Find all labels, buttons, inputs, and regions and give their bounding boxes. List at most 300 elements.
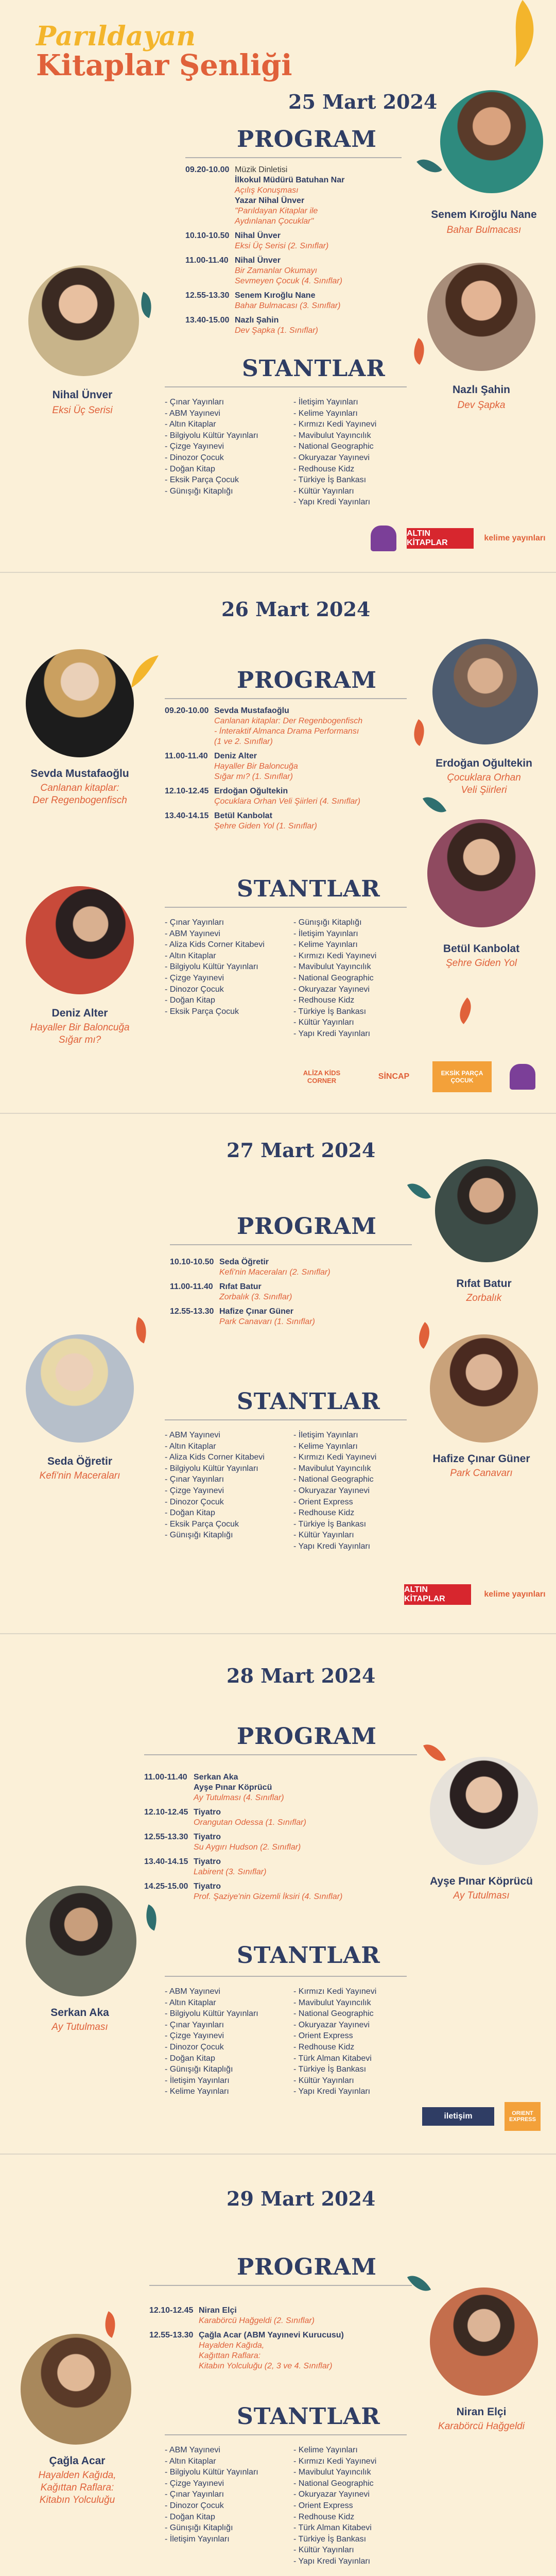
- publisher-item: - Doğan Kitap: [165, 464, 288, 475]
- program-time: 12.55-13.30: [185, 291, 230, 300]
- publisher-item: - Eksik Parça Çocuk: [165, 1006, 291, 1018]
- program-time: 12.10-12.45: [144, 1808, 188, 1817]
- speaker-book-cagla-3: Kitabın Yolculuğu: [39, 2495, 115, 2505]
- program-item: [144, 1857, 417, 1877]
- program-event-detail: Canlanan kitaplar: Der Regenbogenfisch: [214, 717, 363, 725]
- program-event-title: Tiyatro: [194, 1882, 221, 1891]
- program-time: 13.40-14.15: [144, 1857, 188, 1866]
- publisher-item: - Çizge Yayınevi: [165, 1485, 291, 1497]
- speaker-book-cagla-2: Kağıttan Raflara:: [40, 2482, 114, 2493]
- publisher-item: - ABM Yayınevi: [165, 1986, 291, 1997]
- speaker-photo-niran: [430, 2287, 538, 2396]
- speaker-book-erdogan: Çocuklara Orhan: [447, 772, 521, 783]
- day3-stands-divider: [165, 1419, 407, 1420]
- day2-program-divider: [165, 698, 407, 699]
- publisher-item: - ABM Yayınevi: [165, 1430, 291, 1441]
- program-item: [185, 291, 402, 311]
- program-event-title: Tiyatro: [194, 1833, 221, 1841]
- program-item: [144, 1772, 417, 1803]
- speaker-photo-seda: [26, 1334, 134, 1443]
- speaker-book-erdogan-2: Veli Şiirleri: [461, 785, 507, 795]
- leaf-decoration: [416, 152, 442, 179]
- publisher-item: - Doğan Kitap: [165, 995, 291, 1006]
- publisher-item: - Kelime Yayınları: [293, 408, 412, 419]
- program-event-detail: - İnteraktif Almanca Drama Performansı: [214, 727, 359, 736]
- speaker-name-cagla: Çağla Acar: [49, 2455, 106, 2467]
- day3-stands-right: [293, 1430, 412, 1552]
- day5-stands-left: [165, 2445, 291, 2545]
- publisher-item: - Türkiye İş Bankası: [293, 1006, 412, 1018]
- speaker-book-seda: Kefi'nin Maceraları: [39, 1470, 120, 1481]
- day3-logo-altin: ALTIN KİTAPLAR: [404, 1584, 471, 1605]
- publisher-item: - Doğan Kitap: [165, 2053, 291, 2064]
- publisher-item: - Altın Kitaplar: [165, 1441, 291, 1452]
- speaker-name-erdogan: Erdoğan Oğultekin: [436, 757, 532, 769]
- speaker-book-sevda: Canlanan kitaplar:: [40, 783, 119, 793]
- publisher-item: - Redhouse Kidz: [293, 2512, 412, 2523]
- program-item: [185, 231, 402, 251]
- publisher-item: - National Geographic: [293, 2008, 412, 2020]
- program-time: 10.10-10.50: [170, 1258, 214, 1266]
- program-event-detail: Kefi'nin Maceraları (2. Sınıflar): [219, 1268, 331, 1277]
- speaker-name-nihal: Nihal Ünver: [52, 389, 113, 401]
- leaf-decoration: [130, 1317, 151, 1344]
- publisher-item: - Kırmızı Kedi Yayınevi: [293, 1452, 412, 1463]
- speaker-book-cagla: Hayalden Kağıda,: [38, 2470, 116, 2481]
- publisher-item: - Bilgiyolu Kültür Yayınları: [165, 2467, 291, 2478]
- leaf-decoration: [412, 1322, 437, 1349]
- speaker-book-nazli: Dev Şapka: [457, 400, 506, 411]
- publisher-item: - Kelime Yayınları: [293, 939, 412, 951]
- program-item: [144, 1807, 417, 1828]
- program-event-title: Betül Kanbolat: [214, 811, 272, 820]
- day2-date: 26 Mart 2024: [221, 598, 371, 621]
- program-time: 13.40-15.00: [185, 316, 230, 325]
- speaker-book-sevda-2: Der Regenbogenfisch: [32, 795, 127, 806]
- publisher-item: - İletişim Yayınları: [293, 397, 412, 408]
- program-item: [165, 706, 412, 747]
- speaker-name-serkan: Serkan Aka: [50, 2007, 109, 2019]
- publisher-item: - Aliza Kids Corner Kitabevi: [165, 1452, 291, 1463]
- publisher-item: - Yapı Kredi Yayınları: [293, 2086, 412, 2097]
- program-event-title: Senem Kıroğlu Nane: [235, 291, 316, 300]
- program-event-title: Ayşe Pınar Köprücü: [194, 1783, 272, 1792]
- speaker-book-betul: Şehre Giden Yol: [445, 958, 517, 969]
- publisher-item: - İletişim Yayınları: [293, 1430, 412, 1441]
- logo-line2: Kitaplar Şenliği: [36, 48, 292, 82]
- day3-date: 27 Mart 2024: [227, 1139, 376, 1162]
- publisher-item: - Çizge Yayınevi: [165, 2030, 291, 2042]
- program-event-detail: Bir Zamanlar Okumayı: [235, 266, 318, 275]
- leaf-decoration: [407, 338, 431, 365]
- leaf-decoration: [99, 2311, 121, 2338]
- leaf-decoration: [141, 1905, 162, 1931]
- program-event-detail: Orangutan Odessa (1. Sınıflar): [194, 1818, 306, 1827]
- program-item: [149, 2306, 417, 2326]
- day2-logo-sincap: SİNCAP: [378, 1072, 410, 1081]
- publisher-item: - İletişim Yayınları: [165, 2534, 291, 2545]
- program-event-title: Hafize Çınar Güner: [219, 1307, 294, 1316]
- publisher-item: - National Geographic: [293, 973, 412, 984]
- program-time: 12.10-12.45: [165, 787, 209, 795]
- publisher-item: - Günışığı Kitaplığı: [165, 2522, 291, 2534]
- program-item: [165, 811, 412, 832]
- speaker-name-hafize: Hafize Çınar Güner: [432, 1453, 530, 1465]
- publisher-item: - Mavibulut Yayıncılık: [293, 1997, 412, 2009]
- program-event-title: Sevda Mustafaoğlu: [214, 706, 289, 715]
- publisher-item: - Okuryazar Yayınevi: [293, 2020, 412, 2031]
- publisher-item: - Çınar Yayınları: [165, 397, 288, 408]
- day1-program-title: PROGRAM: [237, 126, 377, 152]
- leaf-decoration: [407, 1178, 431, 1205]
- publisher-item: - Kültür Yayınları: [293, 2075, 412, 2087]
- speaker-name-rifat: Rıfat Batur: [456, 1278, 512, 1290]
- speaker-photo-cagla: [21, 2334, 131, 2445]
- program-time: 09.20-10.00: [185, 165, 230, 174]
- speaker-book-deniz: Hayaller Bir Baloncuğa: [30, 1022, 130, 1033]
- day5-stands-title: STANTLAR: [237, 2403, 380, 2430]
- publisher-item: - Çizge Yayınevi: [165, 973, 291, 984]
- day3-stands-title: STANTLAR: [237, 1388, 380, 1415]
- program-event-detail: Sevmeyen Çocuk (4. Sınıflar): [235, 277, 342, 285]
- program-event-title: Deniz Alter: [214, 752, 257, 760]
- day4-date: 28 Mart 2024: [227, 1664, 376, 1687]
- day1-stands-divider: [165, 386, 407, 387]
- day2-logo-aliza: ALİZA KİDS CORNER: [303, 1069, 341, 1084]
- day2-logo-eksik: EKSİK PARÇA ÇOCUK: [432, 1061, 492, 1092]
- publisher-item: - Çınar Yayınları: [165, 917, 291, 928]
- publisher-item: - Türk Alman Kitabevi: [293, 2053, 412, 2064]
- day4-stands-divider: [165, 1976, 407, 1977]
- speaker-book-ayse: Ay Tutulması: [453, 1890, 510, 1901]
- publisher-item: - Redhouse Kidz: [293, 2042, 412, 2053]
- program-event-detail: Prof. Şaziye'nin Gizemli İksiri (4. Sınıflar): [194, 1892, 343, 1901]
- program-time: 12.55-13.30: [170, 1307, 214, 1316]
- program-event-detail: Kitabın Yolculuğu (2, 3 ve 4. Sınıflar): [199, 2362, 333, 2370]
- publisher-item: - Okuryazar Yayınevi: [293, 2489, 412, 2500]
- day4-program-list: [144, 1772, 417, 1906]
- section-divider: [0, 1633, 556, 1634]
- publisher-item: - Dinozor Çocuk: [165, 1497, 291, 1508]
- publisher-item: - Mavibulut Yayıncılık: [293, 1463, 412, 1475]
- festival-logo: [36, 23, 292, 82]
- publisher-item: - Redhouse Kidz: [293, 1507, 412, 1519]
- publisher-item: - National Geographic: [293, 441, 412, 452]
- program-event-title: Serkan Aka: [194, 1773, 238, 1782]
- publisher-item: - Doğan Kitap: [165, 2512, 291, 2523]
- day4-program-title: PROGRAM: [237, 1723, 377, 1750]
- publisher-item: - Mavibulut Yayıncılık: [293, 2467, 412, 2478]
- program-event-title: Nazlı Şahin: [235, 316, 279, 325]
- publisher-item: - Dinozor Çocuk: [165, 2500, 291, 2512]
- speaker-book-rifat: Zorbalık: [466, 1293, 502, 1303]
- program-event-detail: Aydınlanan Çocuklar": [235, 217, 314, 226]
- program-event-title: İlkokul Müdürü Batuhan Nar: [235, 176, 345, 184]
- day5-program-divider: [149, 2285, 412, 2286]
- program-event-detail: Hayalden Kağıda,: [199, 2341, 265, 2350]
- feather-decoration-icon: [129, 654, 160, 690]
- program-item: [170, 1257, 412, 1278]
- publisher-item: - Orient Express: [293, 2030, 412, 2042]
- day2-stands-divider: [165, 907, 407, 908]
- publisher-item: - Türk Alman Kitabevi: [293, 2522, 412, 2534]
- publisher-item: - Redhouse Kidz: [293, 995, 412, 1006]
- day4-stands-title: STANTLAR: [237, 1942, 380, 1969]
- speaker-name-niran: Niran Elçi: [456, 2406, 507, 2418]
- program-event-detail: Müzik Dinletisi: [235, 165, 288, 174]
- speaker-photo-deniz: [26, 886, 134, 994]
- program-item: [144, 1832, 417, 1853]
- speaker-name-sevda: Sevda Mustafaoğlu: [30, 768, 129, 779]
- day5-program-title: PROGRAM: [237, 2254, 377, 2280]
- speaker-photo-nihal: [28, 265, 139, 376]
- speaker-name-seda: Seda Öğretir: [47, 1455, 113, 1467]
- leaf-decoration: [135, 292, 157, 318]
- publisher-item: - Altın Kitaplar: [165, 1997, 291, 2009]
- program-event-title: Erdoğan Oğultekin: [214, 787, 288, 795]
- program-time: 09.20-10.00: [165, 706, 209, 715]
- leaf-decoration: [423, 1739, 446, 1766]
- publisher-item: - Bilgiyolu Kültür Yayınları: [165, 1463, 291, 1475]
- day1-stands-right: [293, 397, 412, 508]
- publisher-item: - İletişim Yayınları: [165, 2075, 291, 2087]
- speaker-name-ayse: Ayşe Pınar Köprücü: [430, 1875, 533, 1887]
- day3-program-title: PROGRAM: [237, 1213, 377, 1240]
- day1-program-divider: [185, 157, 402, 158]
- speaker-name-betul: Betül Kanbolat: [443, 943, 520, 955]
- program-time: 14.25-15.00: [144, 1882, 188, 1891]
- program-item: [170, 1307, 412, 1327]
- publisher-item: - Çınar Yayınları: [165, 2020, 291, 2031]
- publisher-item: - Eksik Parça Çocuk: [165, 1519, 291, 1530]
- day5-stands-right: [293, 2445, 412, 2567]
- program-event-title: Niran Elçi: [199, 2306, 237, 2315]
- publisher-item: - Eksik Parça Çocuk: [165, 474, 288, 486]
- program-item: [149, 2330, 417, 2371]
- dinosaur-logo: [371, 526, 396, 551]
- program-event-title: Tiyatro: [194, 1857, 221, 1866]
- program-item: [165, 751, 412, 782]
- program-event-detail: Çocuklara Orhan Veli Şiirleri (4. Sınıflar): [214, 797, 360, 806]
- section-divider: [0, 1113, 556, 1114]
- publisher-item: - Altın Kitaplar: [165, 2456, 291, 2467]
- program-event-detail: Dev Şapka (1. Sınıflar): [235, 326, 318, 335]
- program-item: [185, 165, 402, 227]
- publisher-item: - Türkiye İş Bankası: [293, 2534, 412, 2545]
- publisher-item: - Çizge Yayınevi: [165, 2478, 291, 2489]
- publisher-item: - Kültür Yayınları: [293, 1530, 412, 1541]
- day5-program-list: [149, 2306, 417, 2376]
- program-event-detail: Labirent (3. Sınıflar): [194, 1868, 267, 1876]
- program-item: [144, 1882, 417, 1902]
- program-item: [165, 786, 412, 807]
- publisher-item: - Türkiye İş Bankası: [293, 474, 412, 486]
- day4-stands-right: [293, 1986, 412, 2097]
- publisher-item: - Dinozor Çocuk: [165, 452, 288, 464]
- program-time: 12.55-13.30: [149, 2331, 194, 2340]
- program-item: [170, 1282, 412, 1302]
- publisher-item: - Orient Express: [293, 1497, 412, 1508]
- publisher-item: - Yapı Kredi Yayınları: [293, 1541, 412, 1552]
- speaker-photo-hafize: [430, 1334, 538, 1443]
- publisher-item: - Çınar Yayınları: [165, 1474, 291, 1485]
- publisher-item: - Kültür Yayınları: [293, 1017, 412, 1028]
- publisher-item: - Günışığı Kitaplığı: [165, 1530, 291, 1541]
- publisher-item: - Çınar Yayınları: [165, 2489, 291, 2500]
- publisher-item: - Yapı Kredi Yayınları: [293, 1028, 412, 1040]
- speaker-photo-erdogan: [432, 639, 538, 744]
- publisher-item: - Dinozor Çocuk: [165, 2042, 291, 2053]
- program-event-title: Seda Öğretir: [219, 1258, 269, 1266]
- day3-stands-left: [165, 1430, 291, 1541]
- program-time: 10.10-10.50: [185, 231, 230, 240]
- publisher-item: - National Geographic: [293, 1474, 412, 1485]
- publisher-item: - Altın Kitaplar: [165, 951, 291, 962]
- day4-logo-orient: ORIENT EXPRESS: [505, 2102, 541, 2131]
- day4-stands-left: [165, 1986, 291, 2097]
- publisher-item: - ABM Yayınevi: [165, 408, 288, 419]
- publisher-item: - İletişim Yayınları: [293, 928, 412, 940]
- publisher-item: - Türkiye İş Bankası: [293, 2064, 412, 2075]
- day2-stands-right: [293, 917, 412, 1040]
- publisher-item: - Kültür Yayınları: [293, 486, 412, 497]
- publisher-item: - ABM Yayınevi: [165, 928, 291, 940]
- publisher-item: - Bilgiyolu Kültür Yayınları: [165, 430, 288, 442]
- day5-stands-divider: [165, 2434, 407, 2435]
- publisher-item: - Kelime Yayınları: [293, 1441, 412, 1452]
- publisher-item: - Kelime Yayınları: [165, 2086, 291, 2097]
- speaker-name-deniz: Deniz Alter: [51, 1007, 108, 1019]
- program-event-detail: Park Canavarı (1. Sınıflar): [219, 1317, 315, 1326]
- publisher-item: - Okuryazar Yayınevi: [293, 452, 412, 464]
- speaker-photo-serkan: [26, 1886, 136, 1996]
- program-event-detail: Bahar Bulmacası (3. Sınıflar): [235, 301, 341, 310]
- day3-logo-kelime: kelime yayınları: [484, 1590, 546, 1599]
- program-event-title: Çağla Acar (ABM Yayınevi Kurucusu): [199, 2331, 344, 2340]
- program-time: 11.00-11.40: [144, 1773, 187, 1782]
- program-event-detail: Sığar mı? (1. Sınıflar): [214, 772, 293, 781]
- section-divider: [0, 2154, 556, 2155]
- program-event-title: Tiyatro: [194, 1808, 221, 1817]
- program-event-detail: Su Aygırı Hudson (2. Sınıflar): [194, 1843, 301, 1852]
- speaker-name-nazli: Nazlı Şahin: [452, 384, 511, 396]
- speaker-book-hafize: Park Canavarı: [450, 1468, 513, 1479]
- publisher-item: - Günışığı Kitaplığı: [293, 917, 412, 928]
- feather-decoration-icon: [505, 0, 541, 67]
- publisher-item: - Mavibulut Yayıncılık: [293, 430, 412, 442]
- publisher-item: - Kelime Yayınları: [293, 2445, 412, 2456]
- program-time: 12.10-12.45: [149, 2306, 194, 2315]
- publisher-item: - Kırmızı Kedi Yayınevi: [293, 951, 412, 962]
- publisher-item: - Aliza Kids Corner Kitabevi: [165, 939, 291, 951]
- day1-logo-kelime: kelime yayınları: [484, 534, 546, 543]
- speaker-book-senem: Bahar Bulmacası: [446, 225, 522, 235]
- publisher-item: - Doğan Kitap: [165, 1507, 291, 1519]
- publisher-item: - Günışığı Kitaplığı: [165, 2064, 291, 2075]
- day2-stands-title: STANTLAR: [237, 876, 380, 902]
- program-time: 12.55-13.30: [144, 1833, 188, 1841]
- program-event-detail: Zorbalık (3. Sınıflar): [219, 1293, 292, 1301]
- program-time: 11.00-11.40: [185, 256, 229, 265]
- publisher-item: - Mavibulut Yayıncılık: [293, 961, 412, 973]
- day4-program-divider: [144, 1754, 417, 1755]
- day3-program-divider: [170, 1244, 412, 1245]
- day2-stands-left: [165, 917, 291, 1017]
- publisher-item: - Günışığı Kitaplığı: [165, 486, 288, 497]
- leaf-decoration: [407, 2270, 431, 2297]
- day1-stands-title: STANTLAR: [242, 355, 386, 382]
- publisher-item: - Türkiye İş Bankası: [293, 1519, 412, 1530]
- program-event-detail: Şehre Giden Yol (1. Sınıflar): [214, 822, 317, 831]
- day2-program-list: [165, 706, 412, 836]
- publisher-item: - Altın Kitaplar: [165, 419, 288, 430]
- publisher-item: - Kültür Yayınları: [293, 2545, 412, 2556]
- speaker-photo-nazli: [427, 263, 535, 371]
- program-item: [185, 315, 402, 336]
- program-event-detail: Açılış Konuşması: [235, 186, 299, 195]
- dinosaur-logo: [510, 1064, 535, 1090]
- day1-date: 25 Mart 2024: [288, 90, 438, 113]
- speaker-book-deniz-2: Sığar mı?: [58, 1035, 101, 1045]
- program-item: [185, 256, 402, 286]
- speaker-photo-senem: [440, 90, 543, 193]
- speaker-name-senem: Senem Kıroğlu Nane: [431, 209, 537, 221]
- day1-logo-altin: ALTIN KİTAPLAR: [407, 528, 474, 549]
- day5-date: 29 Mart 2024: [227, 2187, 376, 2210]
- publisher-item: - Okuryazar Yayınevi: [293, 984, 412, 995]
- publisher-item: - Çizge Yayınevi: [165, 441, 288, 452]
- publisher-item: - Bilgiyolu Kültür Yayınları: [165, 2008, 291, 2020]
- speaker-book-serkan: Ay Tutulması: [51, 2022, 108, 2032]
- speaker-photo-betul: [427, 819, 535, 927]
- day1-program-list: [185, 165, 402, 340]
- program-event-title: Yazar Nihal Ünver: [235, 196, 305, 205]
- publisher-item: - Kırmızı Kedi Yayınevi: [293, 1986, 412, 1997]
- program-time: 13.40-14.15: [165, 811, 209, 820]
- section-divider: [0, 572, 556, 573]
- day2-program-title: PROGRAM: [237, 667, 377, 693]
- publisher-item: - Redhouse Kidz: [293, 464, 412, 475]
- publisher-item: - Bilgiyolu Kültür Yayınları: [165, 961, 291, 973]
- program-event-detail: Eksi Üç Serisi (2. Sınıflar): [235, 242, 329, 250]
- publisher-item: - Okuryazar Yayınevi: [293, 1485, 412, 1497]
- logo-line1: Parıldayan: [36, 21, 196, 52]
- publisher-item: - ABM Yayınevi: [165, 2445, 291, 2456]
- publisher-item: - Orient Express: [293, 2500, 412, 2512]
- publisher-item: - Yapı Kredi Yayınları: [293, 497, 412, 508]
- day3-program-list: [170, 1257, 412, 1331]
- program-event-detail: Hayaller Bir Baloncuğa: [214, 762, 298, 771]
- program-time: 11.00-11.40: [165, 752, 208, 760]
- program-event-detail: (1 ve 2. Sınıflar): [214, 737, 273, 746]
- program-event-title: Nihal Ünver: [235, 256, 281, 265]
- publisher-item: - National Geographic: [293, 2478, 412, 2489]
- speaker-photo-sevda: [26, 649, 134, 757]
- program-event-detail: Karabörcü Hağgeldi (2. Sınıflar): [199, 2316, 315, 2325]
- publisher-item: - Dinozor Çocuk: [165, 984, 291, 995]
- program-event-title: Nihal Ünver: [235, 231, 281, 240]
- program-event-detail: "Parıldayan Kitaplar ile: [235, 207, 318, 215]
- speaker-book-niran: Karabörcü Hağgeldi: [438, 2421, 525, 2432]
- program-event-title: Rıfat Batur: [219, 1282, 262, 1291]
- program-event-detail: Kağıttan Raflara:: [199, 2351, 261, 2360]
- publisher-item: - Kırmızı Kedi Yayınevi: [293, 419, 412, 430]
- leaf-decoration: [453, 997, 478, 1024]
- speaker-photo-ayse: [430, 1757, 538, 1865]
- speaker-photo-rifat: [435, 1159, 538, 1262]
- day1-stands-left: [165, 397, 288, 497]
- program-event-detail: Ay Tutulması (4. Sınıflar): [194, 1793, 284, 1802]
